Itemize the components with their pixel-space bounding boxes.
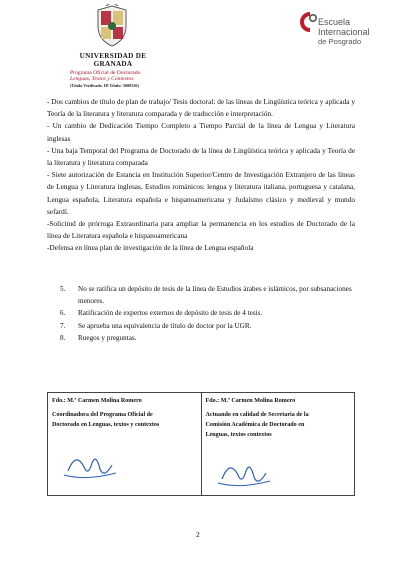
page-number: 2 (196, 530, 200, 539)
signatory-role: Actuando en calidad de Secretaria de la (205, 412, 309, 418)
bullet-item: - Siete autorización de Estancia en Institución Superior/Centro de Investigación Extranjero de las líneas de Lengua y Literatura inglesas, Estudios románicos: lengua y literatura italiana, portuguesa y catalana, Lengua española, Literatura española e hispanoamericana y Judaísmo clásico y medieval y mundo sefardí. (47, 170, 355, 216)
signature-cell-left (48, 393, 201, 495)
program-code: (Título Verificado. ID Título: 5600326) (70, 83, 139, 88)
item-number: 5. (60, 285, 66, 293)
item-text: Se aprueba una equivalencia de título de doctor por la UGR. (78, 321, 252, 330)
bullet-item: -Solicitud de prórroga Extraordinaria para ampliar la permanencia en los estudios de Doctorado de la línea de Literatura española e hispanoamericana (47, 219, 355, 241)
handwritten-signature-right (216, 459, 274, 491)
signatory-role-cont: Comisión Académica de Doctorado en (205, 422, 305, 428)
school-name-line1: Escuela (318, 17, 351, 27)
numbered-item (60, 307, 356, 319)
item-text: No se ratifica un depósito de tesis de la línea de Estudios árabes e islámicos, por subsanaciones menores. (78, 285, 352, 306)
university-name: UNIVERSIDAD DE GRANADA (79, 52, 147, 68)
item-text: Ratificación de expertos externos de depósito de tesis de 4 tesis. (78, 309, 263, 318)
bullet-item: - Una baja Temporal del Programa de Doctorado de la línea de Lingüística teórica y aplicada y Teoría de la literatura y literatura comparada (47, 145, 355, 168)
numbered-item (60, 332, 356, 344)
signatory-role-cont: Lenguas, textos contextos (205, 432, 272, 438)
bullet-item: - Un cambio de Dedicación Tiempo Completo a Tiempo Parcial de la línea de Lengua y Literatura inglesas (47, 121, 355, 143)
numbered-item (60, 320, 356, 332)
school-name (318, 18, 390, 47)
signature-cell-right (201, 393, 355, 495)
signatory-name: Fdo.: M.ª Carmen Molina Romero (205, 398, 296, 404)
program-subtitle: Lenguas, Textos y Contextos (70, 76, 134, 82)
bullet-item: -Defensa en línea plan de investigación de la línea de Lengua española (47, 243, 254, 253)
university-crest-logo (92, 4, 132, 48)
signature-table (47, 392, 355, 496)
handwritten-signature-left (62, 449, 120, 483)
numbered-item (60, 283, 356, 307)
signatory-name: Fdo.: M.ª Carmen Molina Romero (52, 398, 142, 404)
item-number: 8. (60, 333, 66, 342)
item-text: Ruegos y preguntas. (78, 333, 137, 342)
signatory-role-cont: Doctorado en Lenguas, textos y contextos (52, 422, 160, 428)
school-name-line3: de Posgrado (318, 37, 362, 47)
item-number: 6. (60, 309, 66, 318)
item-number: 7. (60, 321, 66, 330)
program-title: Programa Oficial de Doctorado (70, 70, 141, 76)
signatory-role: Coordinadora del Programa Oficial de (52, 412, 153, 418)
bullet-item: - Dos cambios de título de plan de trabajo/ Tesis doctoral: de las líneas de Lingüística teórica y aplicada y Teoría de la literatura y literatura comparada y de traducción e interpretación. (47, 97, 355, 119)
agenda-bullets (47, 96, 355, 255)
agenda-numbered-list (60, 283, 356, 344)
school-name-line2: Internacional (318, 26, 370, 37)
